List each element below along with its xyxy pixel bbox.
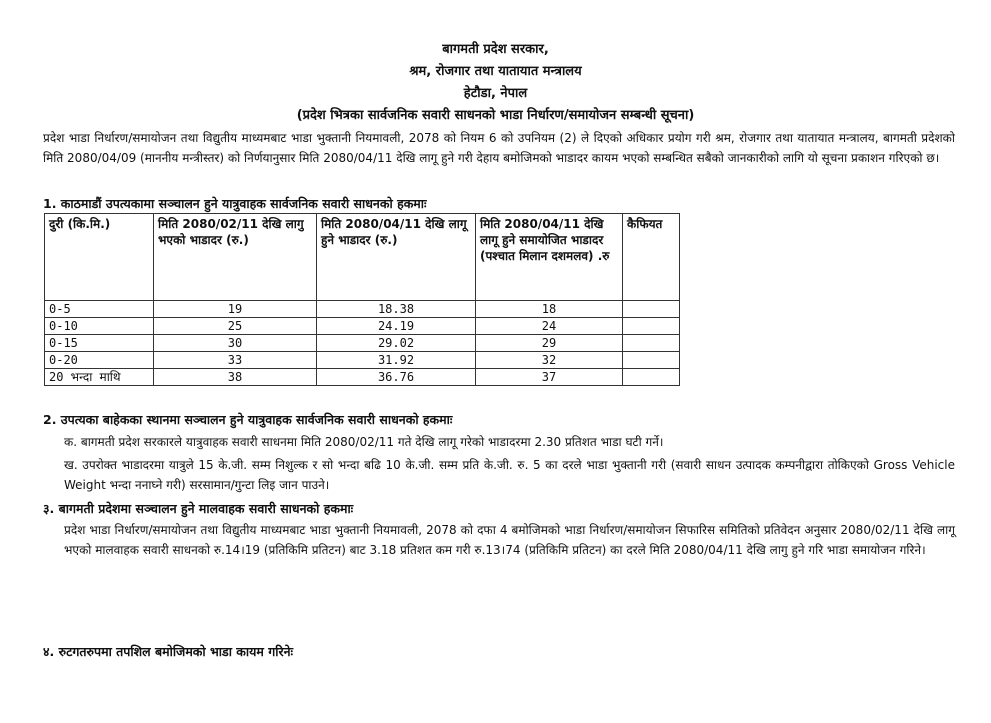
- cell-distance: 0-20: [45, 352, 154, 369]
- cell-old-rate: 33: [154, 352, 317, 369]
- cell-adjusted-rate: 24: [476, 318, 623, 335]
- cell-old-rate: 19: [154, 301, 317, 318]
- cell-adjusted-rate: 32: [476, 352, 623, 369]
- cell-distance: 20 भन्दा माथि: [45, 369, 154, 386]
- table-row: [45, 369, 680, 386]
- cell-distance: 0-5: [45, 301, 154, 318]
- cell-new-rate: 29.02: [317, 335, 476, 352]
- cell-old-rate: 25: [154, 318, 317, 335]
- cell-adjusted-rate: 37: [476, 369, 623, 386]
- cell-adjusted-rate: 29: [476, 335, 623, 352]
- header-line-notice-title: (प्रदेश भित्रका सार्वजनिक सवारी साधनको भाडा निर्धारण/समायोजन सम्बन्धी सूचना): [296, 108, 695, 123]
- fare-table-header-row: [45, 214, 680, 301]
- cell-old-rate: 38: [154, 369, 317, 386]
- cell-distance: 0-15: [45, 335, 154, 352]
- table-row: [45, 352, 680, 369]
- fare-table: [44, 213, 680, 386]
- col-adjusted-rate: मिति 2080/04/11 देखि लागू हुने समायोजित भाडादर (पश्चात मिलान दशमलव) .रु: [476, 214, 623, 301]
- section-2-item-b: ख. उपरोक्त भाडादरमा यात्रुले 15 के.जी. सम्म निशुल्क र सो भन्दा बढि 10 के.जी. सम्म प्रति के.जी. रु. 5 का दरले भाडा भुक्तानी गरी (सवारी साधन उत्पादक कम्पनीद्वारा तोकिएको Gross Vehicle Weight भन्दा ननाघ्ने गरी) सरसामान/गुन्टा लिइ जान पाउने।: [64, 458, 955, 492]
- cell-distance: 0-10: [45, 318, 154, 335]
- table-row: [45, 335, 680, 352]
- cell-new-rate: 24.19: [317, 318, 476, 335]
- col-new-rate: मिति 2080/04/11 देखि लागू हुने भाडादर (रु.): [317, 214, 476, 301]
- header-line-location: हेटौडा, नेपाल: [463, 86, 528, 101]
- intro-paragraph: प्रदेश भाडा निर्धारण/समायोजन तथा विद्युतीय माध्यमबाट भाडा भुक्तानी नियमावली, 2078 को नियम 6 को उपनियम (2) ले दिएको अधिकार प्रयोग गरी श्रम, रोजगार तथा यातायात मन्त्रालय, बागमती प्रदेशको मिति 2080/04/09 (माननीय मन्त्रीस्तर) को निर्णयानुसार मिति 2080/04/11 देखि लागू हुने गरी देहाय बमोजिमको भाडादर कायम भएको सम्बन्धित सबैको जानकारीको लागि यो सूचना प्रकाशन गरिएको छ।: [43, 131, 955, 165]
- cell-old-rate: 30: [154, 335, 317, 352]
- cell-remarks: [623, 301, 680, 318]
- table-row: [45, 301, 680, 318]
- section-1-title: 1. काठमाडौं उपत्यकामा सञ्चालन हुने यात्रुवाहक सार्वजनिक सवारी साधनको हकमाः: [43, 196, 427, 211]
- cell-remarks: [623, 318, 680, 335]
- col-distance: दुरी (कि.मि.): [45, 214, 154, 301]
- cell-new-rate: 36.76: [317, 369, 476, 386]
- header-line-government: बागमती प्रदेश सरकार,: [442, 42, 549, 57]
- cell-new-rate: 31.92: [317, 352, 476, 369]
- section-3-body: प्रदेश भाडा निर्धारण/समायोजन तथा विद्युतीय माध्यमबाट भाडा भुक्तानी नियमावली, 2078 को दफा 4 बमोजिमको भाडा निर्धारण/समायोजन सिफारिस समितिको प्रतिवेदन अनुसार 2080/02/11 देखि लागू भएको मालवाहक सवारी साधनको रु.14।19 (प्रतिकिमि प्रतिटन) बाट 3.18 प्रतिशत कम गरी रु.13।74 (प्रतिकिमि प्रतिटन) का दरले मिति 2080/04/11 देखि लागु हुने गरि भाडा समायोजन गरिने।: [64, 523, 955, 557]
- col-remarks: कैफियत: [623, 214, 680, 301]
- section-2-item-a: क. बागमती प्रदेश सरकारले यात्रुवाहक सवारी साधनमा मिति 2080/02/11 गते देखि लागू गरेको भाडादरमा 2.30 प्रतिशत भाडा घटी गर्ने।: [64, 435, 664, 449]
- col-old-rate: मिति 2080/02/11 देखि लागु भएको भाडादर (रु.): [154, 214, 317, 301]
- cell-adjusted-rate: 18: [476, 301, 623, 318]
- cell-remarks: [623, 369, 680, 386]
- section-3-title: ३. बागमती प्रदेशमा सञ्चालन हुने मालवाहक सवारी साधनको हकमाः: [43, 501, 354, 516]
- section-4-title: ४. रुटगतरुपमा तपशिल बमोजिमको भाडा कायम गरिनेः: [43, 644, 294, 659]
- section-2-title: 2. उपत्यका बाहेकका स्थानमा सञ्चालन हुने यात्रुवाहक सार्वजनिक सवारी साधनको हकमाः: [43, 412, 453, 427]
- cell-remarks: [623, 335, 680, 352]
- header-line-ministry: श्रम, रोजगार तथा यातायात मन्त्रालय: [409, 64, 582, 79]
- cell-remarks: [623, 352, 680, 369]
- table-row: [45, 318, 680, 335]
- cell-new-rate: 18.38: [317, 301, 476, 318]
